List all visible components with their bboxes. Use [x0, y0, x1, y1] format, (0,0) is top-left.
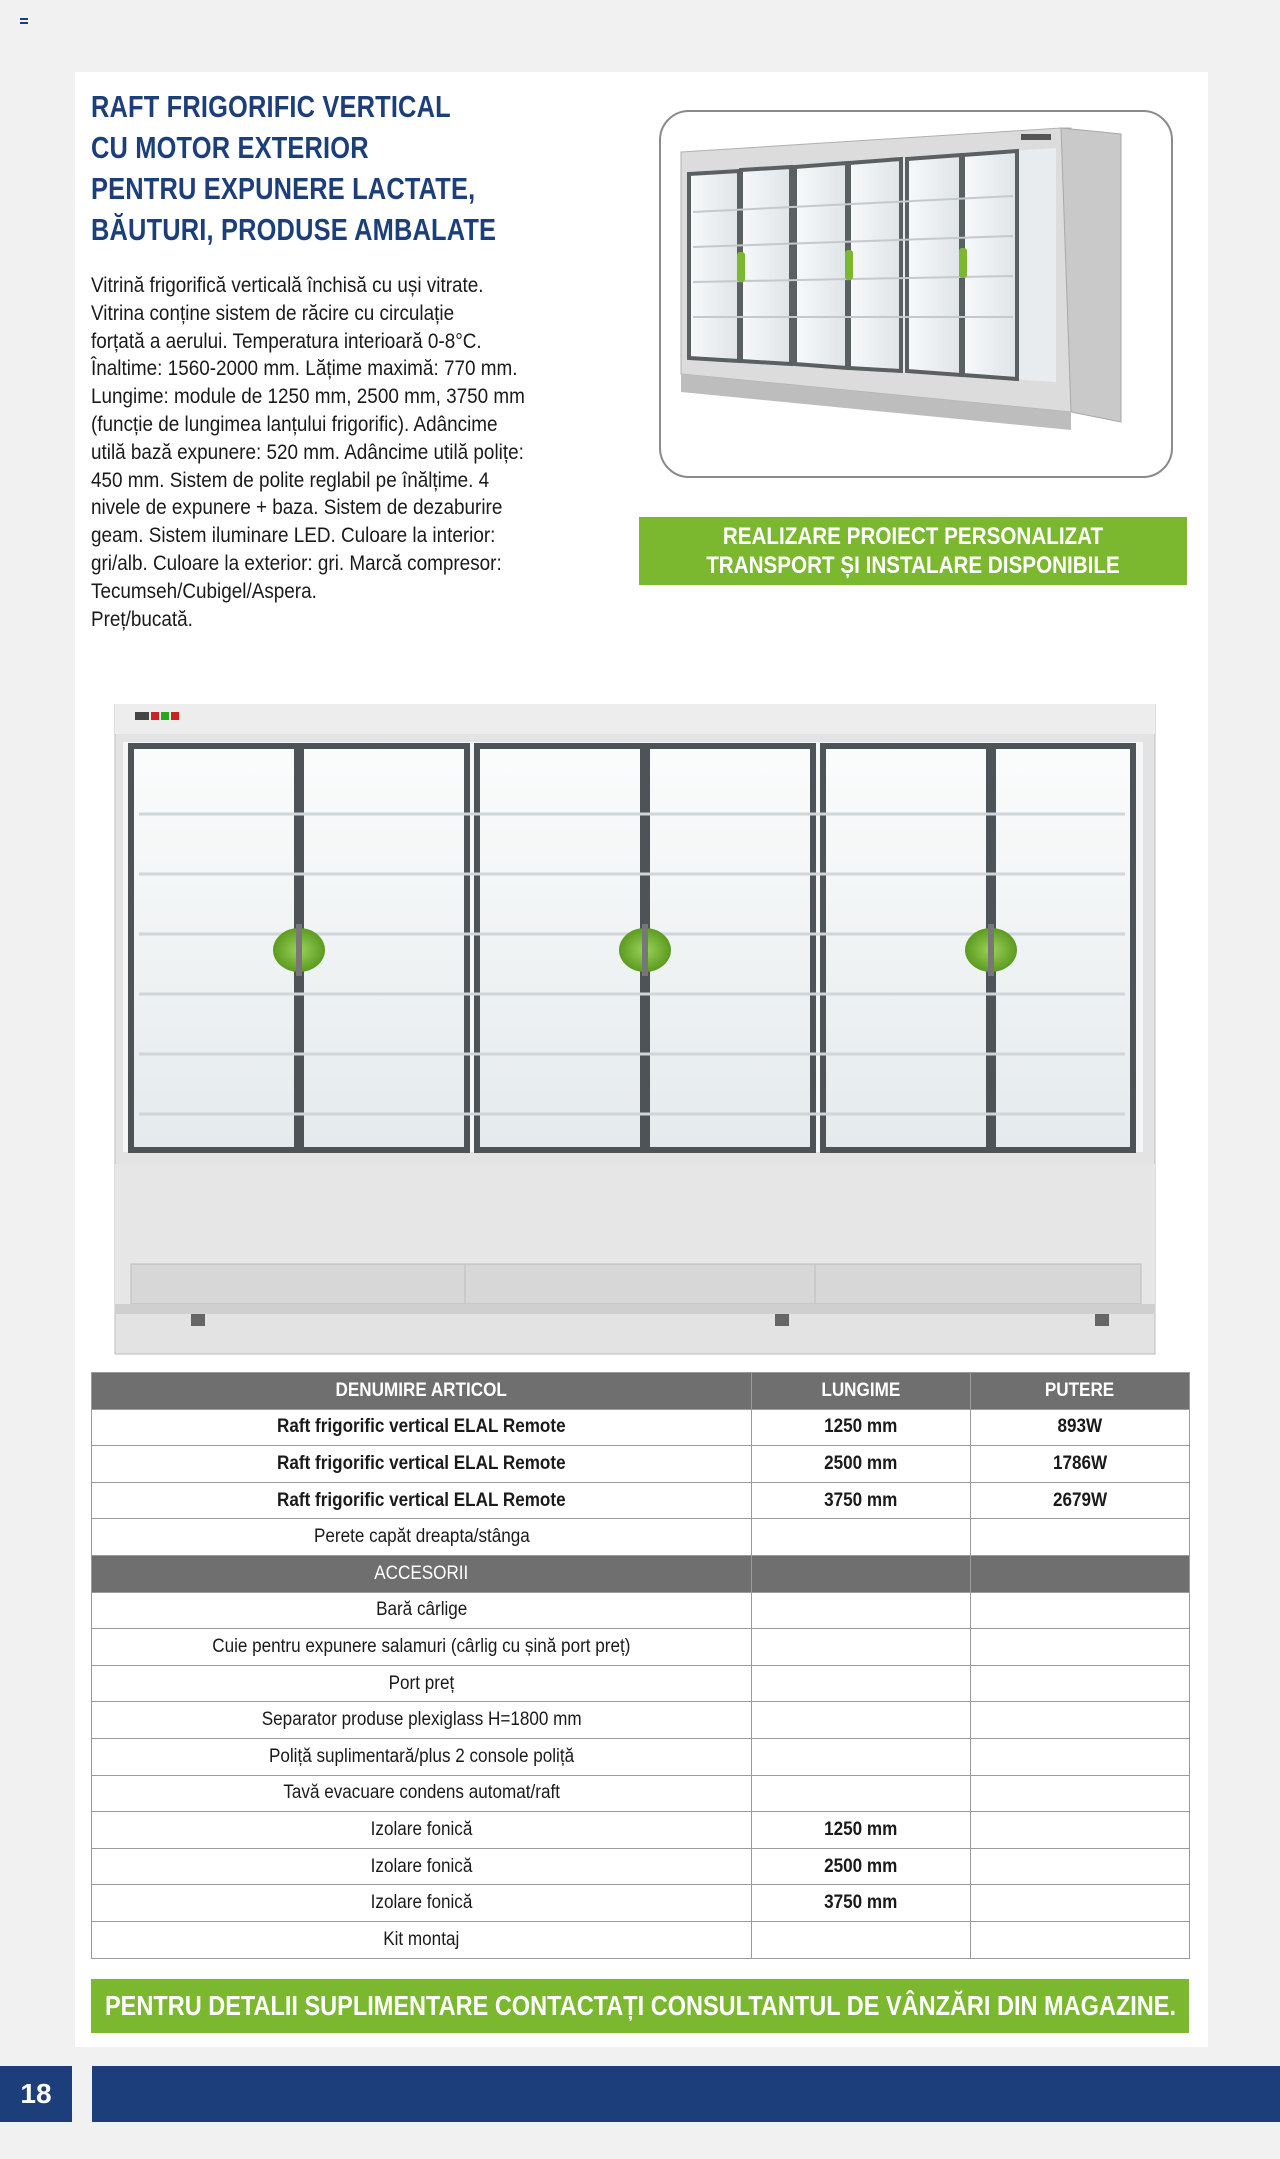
contact-banner: [91, 1979, 1189, 2033]
item-name-cell: Izolare fonică: [92, 1885, 752, 1922]
table-row: [92, 1775, 1190, 1812]
length-cell: [752, 1775, 971, 1812]
power-cell: [971, 1885, 1190, 1922]
power-cell: [971, 1629, 1190, 1666]
description-line: Lungime: module de 1250 mm, 2500 mm, 3750 mm: [91, 385, 525, 409]
item-name-cell: Separator produse plexiglass H=1800 mm: [92, 1702, 752, 1739]
fridge-angled-image: [661, 112, 1171, 476]
table-row: [92, 1885, 1190, 1922]
table-row: [92, 1482, 1190, 1519]
power-cell: [971, 1812, 1190, 1849]
item-name-cell: Port preț: [92, 1665, 752, 1702]
title-line: BĂUTURI, PRODUSE AMBALATE: [91, 212, 497, 247]
power-cell: 893W: [971, 1409, 1190, 1446]
length-cell: [752, 1665, 971, 1702]
column-header: LUNGIME: [752, 1373, 971, 1410]
section-empty-cell: [971, 1555, 1190, 1592]
length-cell: 2500 mm: [752, 1446, 971, 1483]
table-row: [92, 1629, 1190, 1666]
length-cell: [752, 1519, 971, 1556]
description-line: Vitrina conține sistem de răcire cu circulație: [91, 301, 455, 325]
description-line: gri/alb. Culoare la exterior: gri. Marcă compresor:: [91, 551, 502, 575]
column-header: DENUMIRE ARTICOL: [92, 1373, 752, 1410]
description-line: (funcție de lungimea lanțului frigorific). Adâncime: [91, 412, 498, 436]
menu-icon[interactable]: [20, 18, 28, 24]
item-name-cell: Raft frigorific vertical ELAL Remote: [92, 1446, 752, 1483]
item-name-cell: Kit montaj: [92, 1921, 752, 1958]
promo-line: REALIZARE PROIECT PERSONALIZAT: [722, 523, 1104, 550]
page-title: [91, 86, 550, 250]
item-name-cell: Bară cârlige: [92, 1592, 752, 1629]
footer-bar: [92, 2066, 1280, 2122]
description-line: Preț/bucată.: [91, 607, 193, 631]
power-cell: [971, 1665, 1190, 1702]
description-line: geam. Sistem iluminare LED. Culoare la interior:: [91, 524, 496, 548]
table-row: [92, 1848, 1190, 1885]
length-cell: [752, 1921, 971, 1958]
section-label: ACCESORII: [92, 1555, 752, 1592]
item-name-cell: Tavă evacuare condens automat/raft: [92, 1775, 752, 1812]
length-cell: 1250 mm: [752, 1409, 971, 1446]
title-line: CU MOTOR EXTERIOR: [91, 130, 369, 165]
description-line: utilă bază expunere: 520 mm. Adâncime utilă polițe:: [91, 440, 524, 464]
product-main-image: [95, 704, 1175, 1374]
table-row: [92, 1446, 1190, 1483]
item-name-cell: Raft frigorific vertical ELAL Remote: [92, 1409, 752, 1446]
item-name-cell: Perete capăt dreapta/stânga: [92, 1519, 752, 1556]
table-row: [92, 1592, 1190, 1629]
title-line: RAFT FRIGORIFIC VERTICAL: [91, 89, 451, 124]
table-row: [92, 1921, 1190, 1958]
item-name-cell: Raft frigorific vertical ELAL Remote: [92, 1482, 752, 1519]
section-header-row: [92, 1555, 1190, 1592]
power-cell: 2679W: [971, 1482, 1190, 1519]
table-row: [92, 1812, 1190, 1849]
length-cell: 3750 mm: [752, 1885, 971, 1922]
length-cell: 1250 mm: [752, 1812, 971, 1849]
power-cell: [971, 1592, 1190, 1629]
description-line: 450 mm. Sistem de polite reglabil pe înălțime. 4: [91, 468, 490, 492]
length-cell: 3750 mm: [752, 1482, 971, 1519]
section-empty-cell: [752, 1555, 971, 1592]
table-row: [92, 1702, 1190, 1739]
item-name-cell: Izolare fonică: [92, 1848, 752, 1885]
item-name-cell: Poliță suplimentară/plus 2 console poliță: [92, 1738, 752, 1775]
description-line: Înaltime: 1560-2000 mm. Lățime maximă: 770 mm.: [91, 357, 518, 381]
power-cell: [971, 1738, 1190, 1775]
title-line: PENTRU EXPUNERE LACTATE,: [91, 171, 476, 206]
item-name-cell: Cuie pentru expunere salamuri (cârlig cu șină port preț): [92, 1629, 752, 1666]
power-cell: [971, 1702, 1190, 1739]
power-cell: [971, 1848, 1190, 1885]
description-line: Vitrină frigorifică verticală închisă cu uși vitrate.: [91, 274, 484, 297]
contact-text: PENTRU DETALII SUPLIMENTARE CONTACTAȚI CONSULTANTUL DE VÂNZĂRI DIN MAGAZINE.: [104, 1990, 1176, 2021]
table-row: [92, 1738, 1190, 1775]
description-line: nivele de expunere + baza. Sistem de dezaburire: [91, 496, 503, 520]
length-cell: [752, 1738, 971, 1775]
spec-table: [91, 1372, 1190, 1959]
page-number: 18: [0, 2066, 72, 2122]
product-description: [91, 272, 541, 633]
power-cell: 1786W: [971, 1446, 1190, 1483]
promo-banner: [639, 517, 1187, 585]
length-cell: 2500 mm: [752, 1848, 971, 1885]
power-cell: [971, 1775, 1190, 1812]
power-cell: [971, 1921, 1190, 1958]
fridge-front-image: [95, 704, 1175, 1374]
length-cell: [752, 1702, 971, 1739]
description-line: forțată a aerului. Temperatura interioară 0-8°C.: [91, 329, 482, 353]
table-row: [92, 1409, 1190, 1446]
promo-line: TRANSPORT ȘI INSTALARE DISPONIBILE: [706, 552, 1120, 579]
item-name-cell: Izolare fonică: [92, 1812, 752, 1849]
power-cell: [971, 1519, 1190, 1556]
column-header: PUTERE: [971, 1373, 1190, 1410]
content-panel: [75, 72, 1208, 2047]
table-row: [92, 1519, 1190, 1556]
table-row: [92, 1665, 1190, 1702]
table-header-row: [92, 1373, 1190, 1410]
length-cell: [752, 1592, 971, 1629]
product-thumbnail: [659, 110, 1173, 478]
length-cell: [752, 1629, 971, 1666]
description-line: Tecumseh/Cubigel/Aspera.: [91, 579, 317, 603]
